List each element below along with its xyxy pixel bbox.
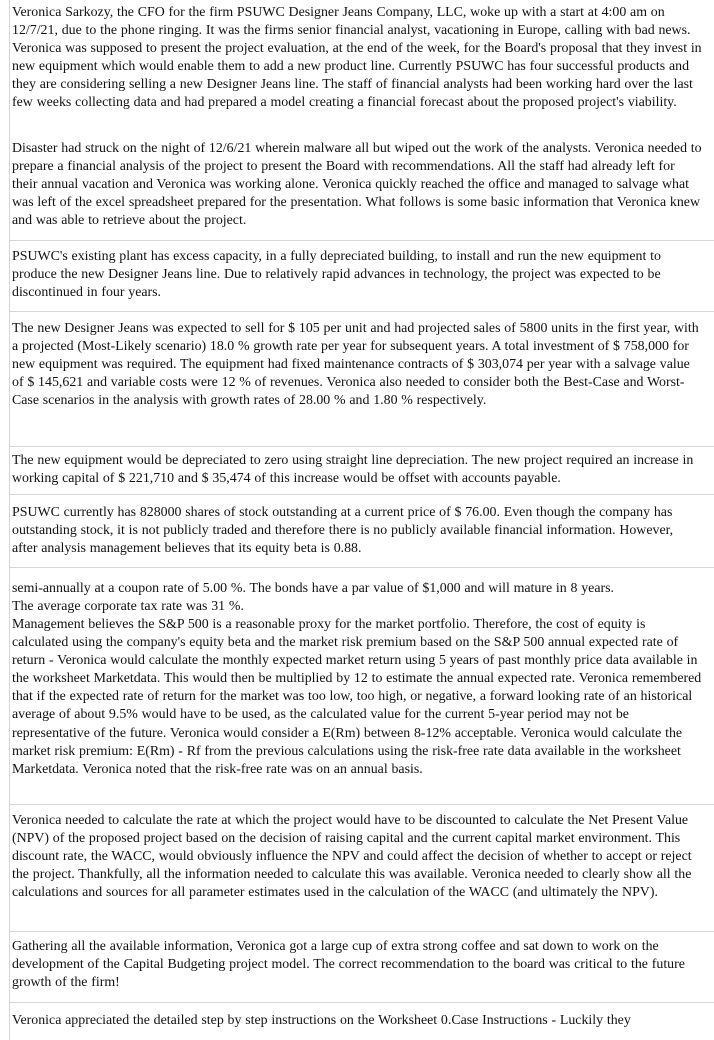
paragraph-wacc: Veronica needed to calculate the rate at which the project would have to be discounted to calculate the Net Present Value (NPV) of the proposed project based on the decision of raising capital and the current capital market environment. This discount rate, the WACC, would obviously influence the NPV and could affect the decision of whether to accept or reject the project. Thankfully, all the information needed to calculate this was available. Veronica needed to clearly show all the calculations and sources for all parameter estimates used in the calculation of the WACC (and ultimately the NPV). bbox=[12, 813, 692, 901]
cell-divider bbox=[9, 567, 714, 568]
paragraph-sales-forecast: The new Designer Jeans was expected to sell for $ 105 per unit and had projected sales of 5800 units in the first year, with a projected (Most-Likely scenario) 18.0 % growth rate per year for subsequent years. A total investment of $ 758,000 for new equipment was required. The equipment had fixed maintenance contracts of $ 303,074 per year with a salvage value of $ 145,621 and variable costs were 12 % of revenues. Veronica also needed to consider both the Best-Case and Worst-Case scenarios in the analysis with growth rates of 28.00 % and 1.80 % respectively. bbox=[12, 321, 699, 409]
cell-divider bbox=[9, 446, 714, 447]
paragraph-equity: PSUWC currently has 828000 shares of stock outstanding at a current price of $ 76.00. Even though the company has outstanding stock, it is not publicly traded and therefore there is no publicly available financial information. However, after analysis management believes that its equity beta is 0.88. bbox=[12, 505, 674, 557]
cell-divider bbox=[9, 240, 714, 241]
sheet-gridline bbox=[9, 0, 10, 1040]
cell-divider bbox=[9, 311, 714, 312]
paragraph-disaster: Disaster had struck on the night of 12/6/21 wherein malware all but wiped out the work of the analysts. Veronica needed to prepare a financial analysis of the project to present the Board with recommendations. All the staff had already left for their annual vacation and Veronica was working alone. Veronica quickly reached the office and managed to salvage what was left of the excel spreadsheet prepared for the presentation. What follows is some basic information that Veronica knew and was able to retrieve about the project. bbox=[12, 141, 702, 229]
paragraph-gathering: Gathering all the available information, Veronica got a large cup of extra strong coffee and sat down to work on the development of the Capital Budgeting project model. The correct recommendation to the board was critical to the future growth of the firm! bbox=[12, 939, 685, 991]
cell-divider bbox=[9, 931, 714, 932]
paragraph-tax-rate: The average corporate tax rate was 31 %. bbox=[12, 599, 244, 614]
cell-divider bbox=[9, 494, 714, 495]
cell-divider bbox=[9, 1002, 714, 1003]
paragraph-depreciation: The new equipment would be depreciated to zero using straight line depreciation. The new project required an increase in working capital of $ 221,710 and $ 35,474 of this increase would be offset with accounts payable. bbox=[12, 453, 694, 487]
paragraph-market-return: Management believes the S&P 500 is a reasonable proxy for the market portfolio. Therefore, the cost of equity is calculated using the company's equity beta and the market risk premium based on the S&P 500 annual expected rate of return - Veronica would calculate the monthly expected market return using 5 years of past monthly price data available in the worksheet Marketdata. This would then be multiplied by 12 to estimate the annual expected rate. Veronica remembered that if the expected rate of return for the market was too low, too high, or negative, a forward looking rate of an historical average of about 9.5% would have to be used, as the calculated value for the current 5-year period may not be representative of the future. Veronica would consider a E(Rm) between 8-12% acceptable. Veronica would calculate the market risk premium: E(Rm) - Rf from the previous calculations using the risk-free rate data available in the worksheet Marketdata. Veronica noted that the risk-free rate was on an annual basis. bbox=[12, 617, 702, 777]
paragraph-bonds: semi-annually at a coupon rate of 5.00 %. The bonds have a par value of $1,000 and will mature in 8 years. bbox=[12, 581, 615, 596]
paragraph-intro: Veronica Sarkozy, the CFO for the firm PSUWC Designer Jeans Company, LLC, woke up with a start at 4:00 am on 12/7/21, due to the phone ringing. It was the firms senior financial analyst, vacationing in Europe, calling with bad news. Veronica was supposed to present the project evaluation, at the end of the week, for the Board's proposal that they invest in new equipment which would enable them to add a new product line. Currently PSUWC has four successful products and they are considering selling a new Designer Jeans line. The staff of financial analysts had been working hard over the last few weeks collecting data and had prepared a model creating a financial forecast about the proposed project's viability. bbox=[12, 5, 702, 111]
paragraph-plant-capacity: PSUWC's existing plant has excess capacity, in a fully depreciated building, to install and run the new equipment to produce the new Designer Jeans line. Due to relatively rapid advances in technology, the project was expected to be discontinued in four years. bbox=[12, 249, 661, 301]
paragraph-instructions: Veronica appreciated the detailed step by step instructions on the Worksheet 0.Case Instructions - Luckily they bbox=[12, 1013, 631, 1028]
cell-divider bbox=[9, 804, 714, 805]
